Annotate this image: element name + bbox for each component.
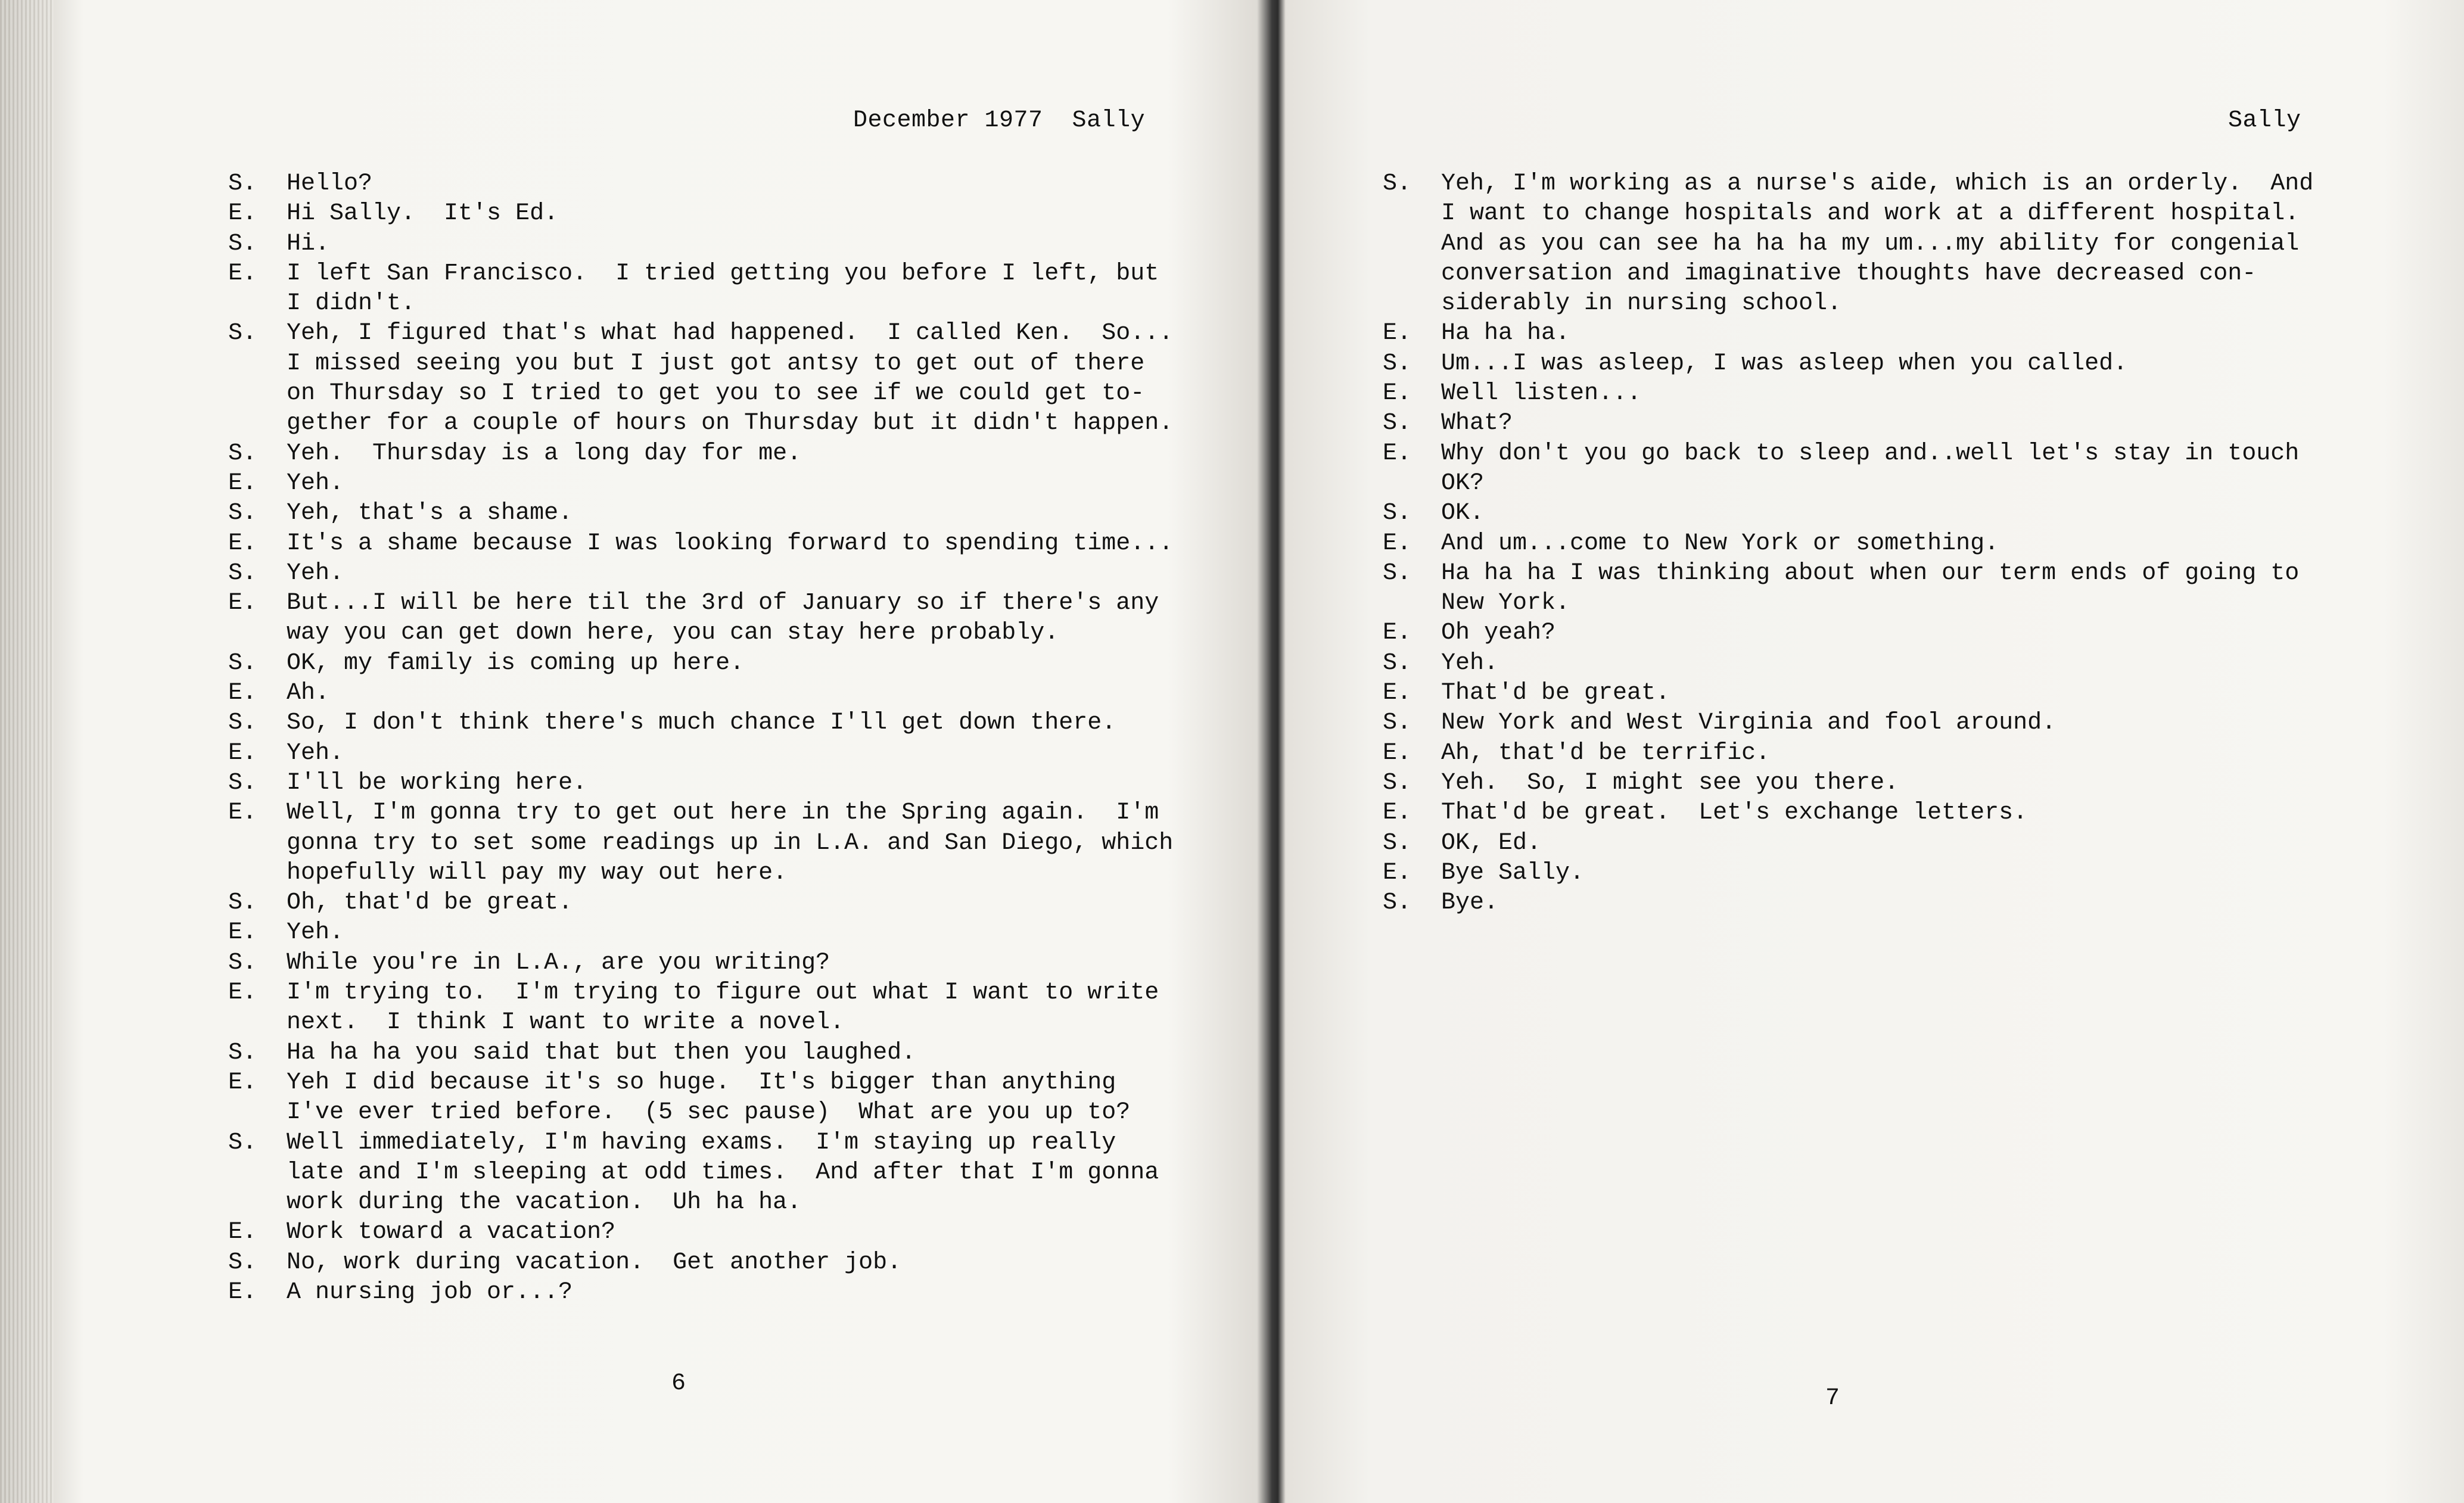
speaker-label: S. — [1383, 710, 1412, 737]
dialogue-line — [228, 529, 1173, 559]
speaker-label: E. — [228, 1069, 257, 1096]
left-page — [83, 0, 1251, 1503]
speaker-label — [228, 829, 287, 858]
dialogue-line — [1383, 679, 2313, 708]
line-text: Ha ha ha you said that but then you laughed. — [287, 1039, 916, 1066]
dialogue-line — [228, 439, 1173, 469]
line-text: Yeh. So, I might see you there. — [1441, 769, 1899, 796]
line-text: OK. — [1441, 500, 1485, 527]
speaker-label: E. — [1383, 859, 1412, 886]
dialogue-line — [1383, 798, 2313, 828]
dialogue-line — [1383, 169, 2313, 199]
line-text: Hello? — [287, 170, 373, 197]
dialogue-line — [228, 1248, 1173, 1278]
dialogue-line — [228, 798, 1173, 828]
line-text: Hi. — [287, 230, 330, 257]
line-text: And um...come to New York or something. — [1441, 530, 1999, 557]
speaker-label: E. — [1383, 320, 1412, 347]
speaker-label: S. — [1383, 829, 1412, 857]
speaker-label: S. — [228, 1129, 257, 1156]
line-text: gonna try to set some readings up in L.A. and San Diego, which — [287, 829, 1174, 857]
dialogue-line — [228, 589, 1173, 618]
speaker-label: S. — [228, 170, 257, 197]
line-text: Work toward a vacation? — [287, 1219, 616, 1246]
line-text: siderably in nursing school. — [1441, 290, 1842, 318]
speaker-label — [1383, 229, 1441, 259]
speaker-label: E. — [1383, 739, 1412, 767]
line-text: Bye Sally. — [1441, 859, 1585, 886]
dialogue-line — [228, 1008, 1173, 1038]
dialogue-line — [1383, 469, 2313, 499]
speaker-label: S. — [1383, 649, 1412, 677]
dialogue-line — [228, 319, 1173, 348]
dialogue-line — [228, 768, 1173, 798]
dialogue-line — [228, 679, 1173, 708]
speaker-label: E. — [1383, 799, 1412, 827]
speaker-label — [228, 858, 287, 888]
dialogue-line — [1383, 259, 2313, 289]
dialogue-line — [228, 708, 1173, 738]
speaker-label — [228, 379, 287, 409]
dialogue-line — [228, 948, 1173, 978]
speaker-label — [228, 1098, 287, 1128]
line-text: No, work during vacation. Get another job. — [287, 1249, 902, 1276]
speaker-label: S. — [228, 440, 257, 467]
line-text: Um...I was asleep, I was asleep when you called. — [1441, 350, 2128, 377]
dialogue-line — [228, 829, 1173, 858]
dialogue-line — [228, 1278, 1173, 1308]
dialogue-line — [228, 469, 1173, 499]
line-text: I'll be working here. — [287, 769, 587, 796]
speaker-label — [228, 1158, 287, 1188]
speaker-label: E. — [228, 680, 257, 707]
line-text: That'd be great. Let's exchange letters. — [1441, 799, 2028, 827]
speaker-label: S. — [1383, 769, 1412, 796]
speaker-label — [1383, 589, 1441, 618]
speaker-label: S. — [1383, 559, 1412, 587]
page-number: 7 — [1825, 1385, 1840, 1412]
dialogue-line — [1383, 199, 2313, 229]
dialogue-line — [1383, 768, 2313, 798]
speaker-label — [228, 349, 287, 379]
dialogue-line — [228, 289, 1173, 319]
line-text: Well listen... — [1441, 380, 1642, 407]
dialogue-line — [1383, 529, 2313, 559]
speaker-label: E. — [228, 739, 257, 767]
speaker-label: S. — [1383, 500, 1412, 527]
dialogue-line — [1383, 379, 2313, 409]
speaker-label: S. — [228, 500, 257, 527]
speaker-label — [228, 618, 287, 648]
line-text: While you're in L.A., are you writing? — [287, 949, 830, 976]
dialogue-line — [228, 858, 1173, 888]
line-text: I left San Francisco. I tried getting you before I left, but — [287, 260, 1159, 287]
line-text: Hi Sally. It's Ed. — [287, 200, 559, 228]
line-text: And as you can see ha ha ha my um...my ability for congenial — [1441, 230, 2300, 257]
speaker-label: E. — [228, 1219, 257, 1246]
dialogue-line — [1383, 289, 2313, 319]
line-text: Ha ha ha I was thinking about when our term ends of going to — [1441, 559, 2300, 587]
line-text: Bye. — [1441, 889, 1499, 917]
speaker-label: E. — [1383, 440, 1412, 467]
line-text: Ah, that'd be terrific. — [1441, 739, 1771, 767]
line-text: I want to change hospitals and work at a different hospital. — [1441, 200, 2300, 228]
dialogue-line — [228, 918, 1173, 948]
line-text: Yeh. — [1441, 649, 1499, 677]
speaker-label: E. — [228, 1278, 257, 1306]
line-text: I've ever tried before. (5 sec pause) What are you up to? — [287, 1099, 1131, 1127]
speaker-label: S. — [1383, 410, 1412, 437]
line-text: Yeh, that's a shame. — [287, 500, 573, 527]
speaker-label: E. — [228, 979, 257, 1007]
speaker-label: E. — [228, 799, 257, 827]
line-text: I'm trying to. I'm trying to figure out what I want to write — [287, 979, 1159, 1007]
dialogue-line — [1383, 618, 2313, 648]
line-text: OK? — [1441, 469, 1485, 497]
line-text: way you can get down here, you can stay here probably. — [287, 620, 1059, 647]
line-text: Oh yeah? — [1441, 620, 1556, 647]
line-text: OK, my family is coming up here. — [287, 649, 745, 677]
line-text: A nursing job or...? — [287, 1278, 573, 1306]
dialogue-line — [228, 349, 1173, 379]
speaker-label — [1383, 259, 1441, 289]
speaker-label: S. — [228, 769, 257, 796]
speaker-label — [1383, 199, 1441, 229]
speaker-label — [228, 1008, 287, 1038]
dialogue-line — [1383, 229, 2313, 259]
line-text: gether for a couple of hours on Thursday but it didn't happen. — [287, 410, 1174, 437]
line-text: Yeh. — [287, 739, 344, 767]
speaker-label: S. — [1383, 889, 1412, 917]
speaker-label: E. — [228, 469, 257, 497]
speaker-label: E. — [228, 530, 257, 557]
dialogue-line — [228, 1158, 1173, 1188]
line-text: OK, Ed. — [1441, 829, 1542, 857]
speaker-label: E. — [228, 590, 257, 617]
line-text: New York. — [1441, 590, 1570, 617]
line-text: conversation and imaginative thoughts have decreased con- — [1441, 260, 2257, 287]
line-text: work during the vacation. Uh ha ha. — [287, 1189, 802, 1216]
line-text: What? — [1441, 410, 1513, 437]
speaker-label: S. — [228, 230, 257, 257]
dialogue-line — [228, 379, 1173, 409]
dialogue-right — [1383, 169, 2313, 918]
line-text: That'd be great. — [1441, 680, 1670, 707]
line-text: Well immediately, I'm having exams. I'm staying up really — [287, 1129, 1116, 1156]
speaker-label: S. — [1383, 350, 1412, 377]
speaker-label: S. — [1383, 170, 1412, 197]
page-header: Sally — [2228, 107, 2301, 134]
speaker-label: S. — [228, 710, 257, 737]
dialogue-line — [1383, 858, 2313, 888]
line-text: hopefully will pay my way out here. — [287, 859, 788, 886]
dialogue-line — [228, 559, 1173, 589]
line-text: Yeh I did because it's so huge. It's bigger than anything — [287, 1069, 1116, 1096]
dialogue-line — [228, 888, 1173, 918]
dialogue-line — [228, 199, 1173, 229]
speaker-label: E. — [228, 919, 257, 947]
speaker-label — [1383, 289, 1441, 319]
speaker-label: S. — [228, 889, 257, 917]
speaker-label — [228, 409, 287, 438]
dialogue-line — [228, 1098, 1173, 1128]
dialogue-line — [228, 499, 1173, 528]
line-text: Ha ha ha. — [1441, 320, 1570, 347]
dialogue-line — [228, 259, 1173, 289]
line-text: Yeh, I'm working as a nurse's aide, which is an orderly. And — [1441, 170, 2314, 197]
line-text: Well, I'm gonna try to get out here in the Spring again. I'm — [287, 799, 1159, 827]
speaker-label: S. — [228, 649, 257, 677]
dialogue-line — [228, 1218, 1173, 1247]
line-text: on Thursday so I tried to get you to see if we could get to- — [287, 380, 1145, 407]
dialogue-line — [228, 618, 1173, 648]
dialogue-line — [228, 409, 1173, 438]
line-text: late and I'm sleeping at odd times. And after that I'm gonna — [287, 1159, 1159, 1186]
dialogue-line — [228, 229, 1173, 259]
dialogue-line — [228, 1128, 1173, 1158]
speaker-label: E. — [228, 260, 257, 287]
page-edges — [0, 0, 54, 1503]
dialogue-line — [1383, 649, 2313, 679]
speaker-label — [228, 1188, 287, 1218]
speaker-label — [228, 289, 287, 319]
line-text: So, I don't think there's much chance I'll get down there. — [287, 710, 1116, 737]
line-text: I didn't. — [287, 290, 416, 318]
dialogue-line — [1383, 559, 2313, 589]
dialogue-line — [228, 649, 1173, 679]
dialogue-line — [1383, 319, 2313, 348]
dialogue-line — [228, 978, 1173, 1008]
line-text: But...I will be here til the 3rd of January so if there's any — [287, 590, 1159, 617]
speaker-label: E. — [1383, 620, 1412, 647]
dialogue-line — [1383, 589, 2313, 618]
dialogue-left — [228, 169, 1173, 1308]
line-text: I missed seeing you but I just got antsy to get out of there — [287, 350, 1145, 377]
speaker-label: S. — [228, 1249, 257, 1276]
dialogue-line — [1383, 829, 2313, 858]
dialogue-line — [1383, 708, 2313, 738]
speaker-label: S. — [228, 320, 257, 347]
speaker-label: E. — [1383, 680, 1412, 707]
speaker-label: S. — [228, 949, 257, 976]
line-text: Yeh. Thursday is a long day for me. — [287, 440, 802, 467]
right-page — [1286, 0, 2464, 1503]
line-text: Ah. — [287, 680, 330, 707]
line-text: next. I think I want to write a novel. — [287, 1009, 845, 1037]
line-text: Yeh. — [287, 919, 344, 947]
line-text: Yeh. — [287, 469, 344, 497]
dialogue-line — [228, 1188, 1173, 1218]
speaker-label: S. — [228, 559, 257, 587]
page-number: 6 — [671, 1370, 686, 1397]
dialogue-line — [1383, 888, 2313, 918]
dialogue-line — [1383, 349, 2313, 379]
dialogue-line — [228, 1038, 1173, 1068]
line-text: Oh, that'd be great. — [287, 889, 573, 917]
speaker-label: E. — [1383, 380, 1412, 407]
line-text: Why don't you go back to sleep and..well let's stay in touch — [1441, 440, 2300, 467]
speaker-label — [1383, 469, 1441, 499]
dialogue-line — [228, 169, 1173, 199]
dialogue-line — [1383, 499, 2313, 528]
dialogue-line — [1383, 739, 2313, 768]
line-text: New York and West Virginia and fool around. — [1441, 710, 2057, 737]
page-header: December 1977 Sally — [853, 107, 1146, 134]
line-text: Yeh, I figured that's what had happened. I called Ken. So... — [287, 320, 1174, 347]
line-text: Yeh. — [287, 559, 344, 587]
line-text: It's a shame because I was looking forward to spending time... — [287, 530, 1174, 557]
speaker-label: E. — [228, 200, 257, 228]
dialogue-line — [228, 739, 1173, 768]
speaker-label: E. — [1383, 530, 1412, 557]
dialogue-line — [1383, 409, 2313, 438]
speaker-label: S. — [228, 1039, 257, 1066]
dialogue-line — [1383, 439, 2313, 469]
dialogue-line — [228, 1068, 1173, 1098]
